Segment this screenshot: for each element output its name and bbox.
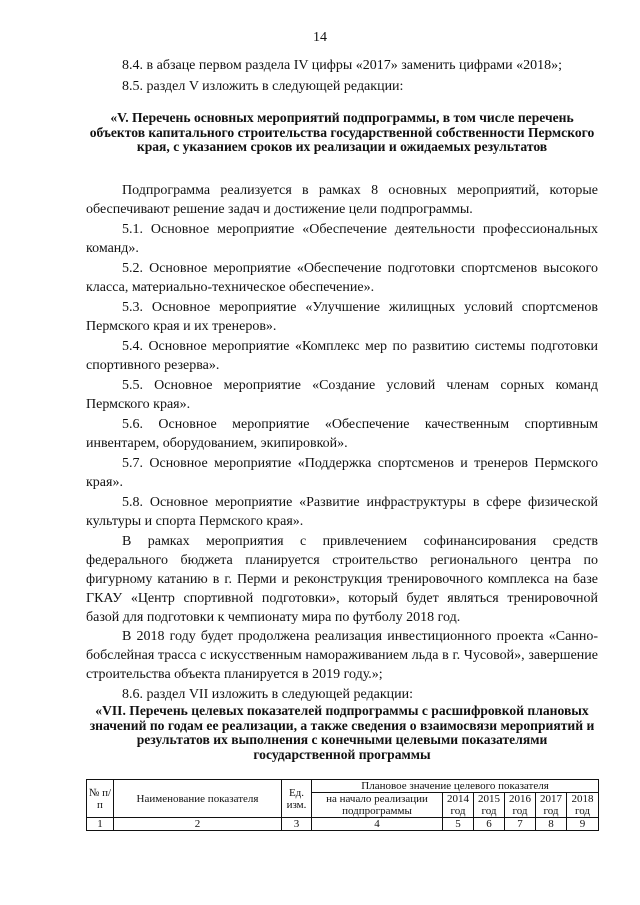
paragraph-8-6: 8.6. раздел VII изложить в следующей редакции: bbox=[122, 687, 414, 702]
header-name: Наименование показателя bbox=[114, 780, 282, 818]
federal-paragraph: В рамках мероприятия с привлечением софинансирования средств федерального бюджета планируется строительство регионального центра по фигурному катанию в г. Перми и реконструкция тренировочного комплекса на базе ГКАУ «Центр спортивной подготовки», который будет являться тренировочной базой для подготовки к чемпионату мира по футболу 2018 год. bbox=[86, 534, 598, 625]
header-year: 2018 год bbox=[567, 793, 599, 818]
activity-5-5: 5.5. Основное мероприятие «Создание условий членам сорных команд Пермского края». bbox=[86, 378, 598, 412]
activity-5-3: 5.3. Основное мероприятие «Улучшение жилищных условий спортсменов Пермского края и их тренеров». bbox=[86, 300, 598, 334]
activity-5-1: 5.1. Основное мероприятие «Обеспечение деятельности профессиональных команд». bbox=[86, 222, 598, 256]
table-cell: 2 bbox=[114, 818, 282, 831]
activity-5-6: 5.6. Основное мероприятие «Обеспечение качественным спортивным инвентарем, оборудованием, экипировкой». bbox=[86, 417, 598, 451]
activity-5-8: 5.8. Основное мероприятие «Развитие инфраструктуры в сфере физической культуры и спорта Пермского края». bbox=[86, 495, 598, 529]
activity-5-4: 5.4. Основное мероприятие «Комплекс мер по развитию системы подготовки спортивного резерва». bbox=[86, 339, 598, 373]
paragraph-8-5: 8.5. раздел V изложить в следующей редакции: bbox=[122, 79, 404, 94]
header-unit: Ед. изм. bbox=[282, 780, 312, 818]
section-vii-heading: «VII. Перечень целевых показателей подпрограммы с расшифровкой плановых значений по годам ее реализации, а также сведения о взаимосвязи мероприятий и результатов их выполнения с конечными целевыми показателями государственной программы bbox=[89, 703, 595, 762]
table-cell: 3 bbox=[282, 818, 312, 831]
intro-paragraph: Подпрограмма реализуется в рамках 8 основных мероприятий, которые обеспечивают решение задач и достижение цели подпрограммы. bbox=[86, 183, 598, 217]
header-num: № п/п bbox=[87, 780, 114, 818]
indicators-table bbox=[86, 779, 599, 831]
header-year: 2016 год bbox=[505, 793, 536, 818]
activity-5-7: 5.7. Основное мероприятие «Поддержка спортсменов и тренеров Пермского края». bbox=[86, 456, 598, 490]
paragraph-8-4: 8.4. в абзаце первом раздела IV цифры «2017» заменить цифрами «2018»; bbox=[122, 58, 563, 73]
header-year: 2014 год bbox=[443, 793, 474, 818]
table-cell: 6 bbox=[474, 818, 505, 831]
sledge-paragraph: В 2018 году будет продолжена реализация инвестиционного проекта «Санно-бобслейная трасса с искусственным намораживанием льда в г. Чусовой», завершение строительства объекта планируется в 2019 году.»; bbox=[86, 629, 598, 682]
header-year: 2017 год bbox=[536, 793, 567, 818]
activity-5-2: 5.2. Основное мероприятие «Обеспечение подготовки спортсменов высокого класса, материально-техническое обеспечение». bbox=[86, 261, 598, 295]
table-cell: 4 bbox=[312, 818, 443, 831]
header-year: 2015 год bbox=[474, 793, 505, 818]
table-cell: 5 bbox=[443, 818, 474, 831]
header-plan: Плановое значение целевого показателя bbox=[312, 780, 599, 793]
table-header-row bbox=[87, 780, 599, 793]
section-v-heading: «V. Перечень основных мероприятий подпрограммы, в том числе перечень объектов капитального строительства государственной собственности Пермского края, с указанием сроков их реализации и ожидаемых результатов bbox=[89, 110, 595, 154]
page-number: 14 bbox=[313, 30, 327, 45]
table-numbering-row bbox=[87, 818, 599, 831]
table-cell: 1 bbox=[87, 818, 114, 831]
table-cell: 8 bbox=[536, 818, 567, 831]
header-start: на начало реализации подпрограммы bbox=[312, 793, 443, 818]
table-cell: 9 bbox=[567, 818, 599, 831]
table-cell: 7 bbox=[505, 818, 536, 831]
